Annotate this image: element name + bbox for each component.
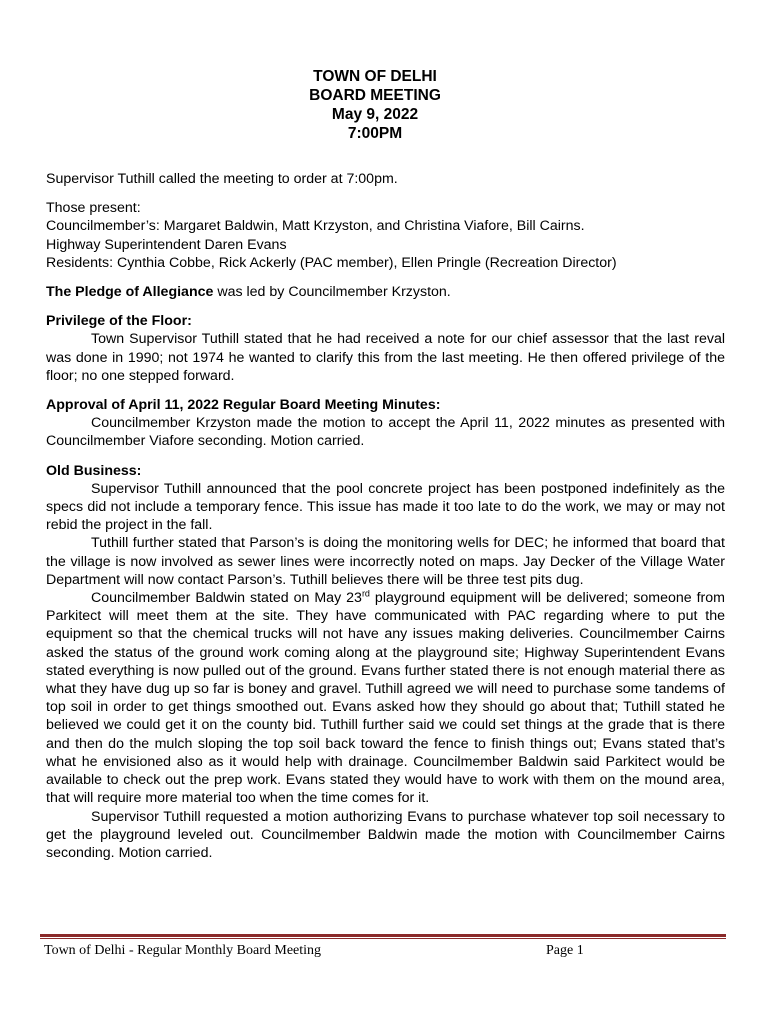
old-business-paragraph-4: Supervisor Tuthill requested a motion authorizing Evans to purchase whatever top soil necessary to get the playground leveled out. Councilmember Baldwin made the motion with Councilmember Cairns seconding. Motion carried. (46, 808, 725, 861)
pledge-bold: The Pledge of Allegiance (46, 284, 214, 301)
call-to-order: Supervisor Tuthill called the meeting to order at 7:00pm. (46, 171, 398, 187)
footer-rule-thin (40, 938, 726, 939)
privilege-heading: Privilege of the Floor: (46, 313, 192, 330)
p3-start: Councilmember Baldwin stated on May 23 (91, 590, 362, 607)
present-highway: Highway Superintendent Daren Evans (46, 236, 287, 253)
present-heading: Those present: (46, 200, 141, 217)
present-councilmembers: Councilmember’s: Margaret Baldwin, Matt Krzyston, and Christina Viafore, Bill Cairns. (46, 218, 585, 235)
footer-title: Town of Delhi - Regular Monthly Board Meeting (44, 943, 322, 958)
pledge-text: was led by Councilmember Krzyston. (213, 284, 451, 301)
p3-rest: playground equipment will be delivered; someone from Parkitect will meet them at the site. They have communicated with PAC regarding where to put the equipment so that the chemical trucks will not have any issues making deliveries. Councilmember Cairns asked the status of the ground work coming along at the playground site; Highway Superintendent Evans stated everything is now pulled out of the ground. Evans further stated there is not enough material there as what they have dug up so far is boney and gravel. Tuthill agreed we will need to purchase some tandems of top soil in order to get things smoothed out. Evans asked how they should go about that; Tuthill stated he believed we could get it on the county bid. Tuthill further said we could set things at the grade that is there and then do the mulch sloping the top soil back toward the fence to finish things out; Evans stated that’s what he envisioned also as it would help with drainage. Councilmember Baldwin said Parkitect would be available to check out the prep work. Evans stated they would have to work with them on the mound area, that will require more material too when the time comes for it. (46, 590, 725, 807)
old-business-paragraph-3 (46, 589, 725, 807)
old-business-heading: Old Business: (46, 462, 142, 479)
header-town: TOWN OF DELHI (313, 68, 437, 85)
old-business-paragraph-2: Tuthill further stated that Parson’s is doing the monitoring wells for DEC; he informed that board that the village is now involved as sewer lines were incorrectly noted on maps. Jay Decker of the Village Water Department will now contact Parson’s. Tuthill believes there will be three test pits dug. (46, 535, 725, 588)
footer-page-number: Page 1 (546, 943, 584, 958)
old-business-paragraph-1: Supervisor Tuthill announced that the pool concrete project has been postponed indefinitely as the specs did not include a temporary fence. This issue has made it too late to do the work, we may or may not rebid the project in the fall. (46, 480, 725, 534)
approval-text: Councilmember Krzyston made the motion to accept the April 11, 2022 minutes as presented with Councilmember Viafore seconding. Motion carried. (46, 415, 725, 450)
present-residents: Residents: Cynthia Cobbe, Rick Ackerly (PAC member), Ellen Pringle (Recreation Director) (46, 254, 617, 271)
p3-superscript: rd (361, 588, 370, 599)
document-body (46, 170, 725, 862)
footer-rule-thick (40, 934, 726, 937)
approval-heading: Approval of April 11, 2022 Regular Board Meeting Minutes: (46, 397, 441, 414)
privilege-text: Town Supervisor Tuthill stated that he had received a note for our chief assessor that the last reval was done in 1990; not 1974 he wanted to clarify this from the last meeting. He then offered privilege of the floor; no one stepped forward. (46, 331, 725, 384)
document-header (0, 67, 750, 143)
header-date: May 9, 2022 (331, 106, 419, 123)
header-time: 7:00PM (347, 125, 403, 142)
pledge-paragraph (46, 283, 725, 301)
header-meeting: BOARD MEETING (309, 87, 441, 104)
